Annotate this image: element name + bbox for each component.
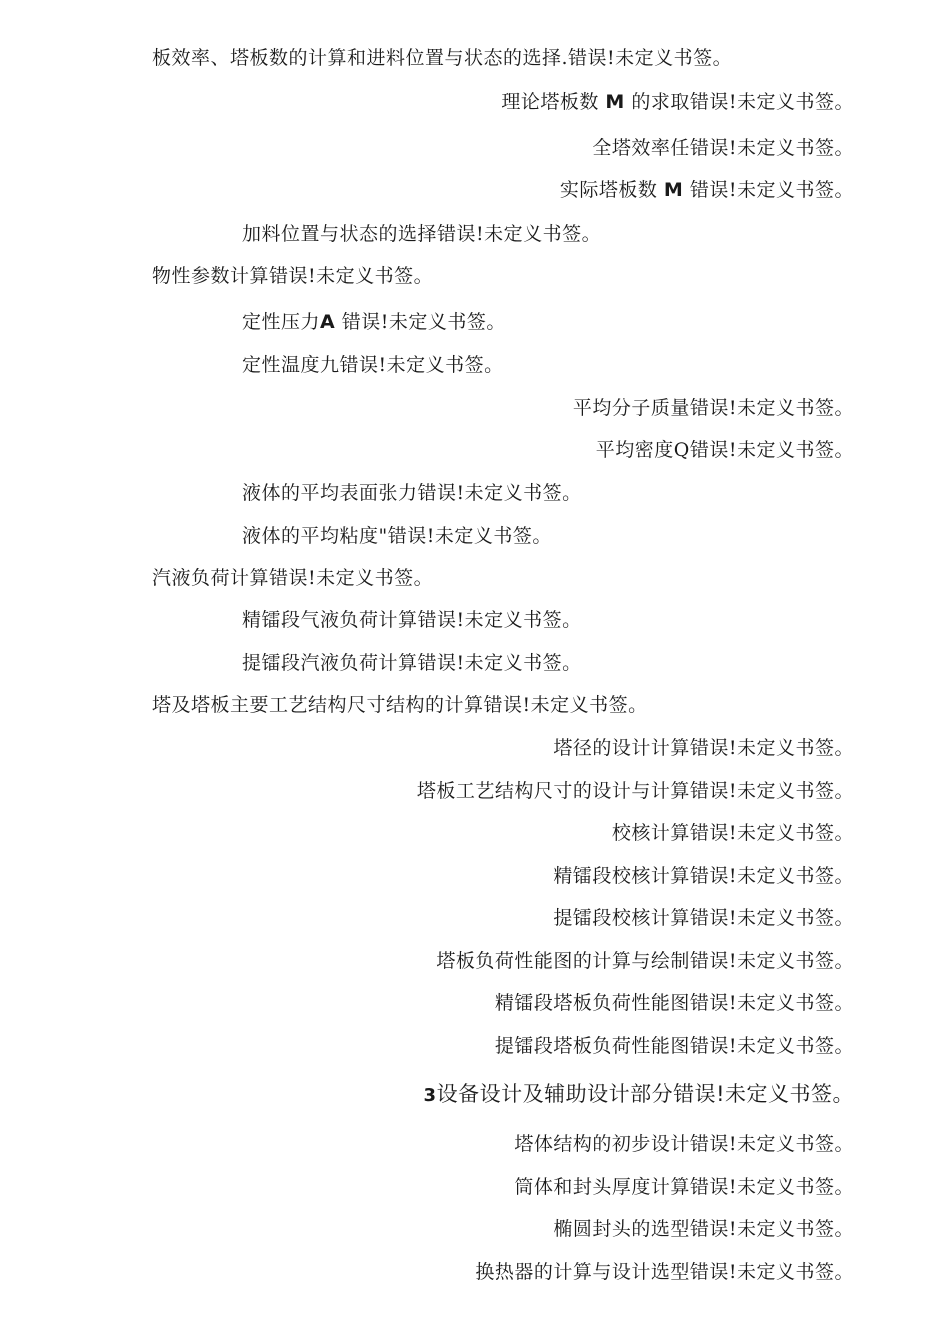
toc-entry-text: 定性温度九错误!未定义书签。	[242, 354, 504, 376]
toc-entry	[596, 438, 854, 462]
toc-entry	[553, 864, 854, 888]
toc-entry-text: 的求取错误!未定义书签。	[631, 91, 854, 113]
toc-entry	[560, 178, 854, 202]
toc-entry	[242, 608, 582, 632]
toc-entry-text: 校核计算错误!未定义书签。	[611, 822, 854, 844]
toc-entry-symbol: M	[663, 179, 684, 201]
toc-entry	[612, 821, 854, 845]
toc-entry	[495, 1034, 854, 1058]
toc-entry	[242, 524, 552, 548]
toc-heading	[391, 1082, 854, 1108]
toc-entry-text: 平均分子质量错误!未定义书签。	[572, 397, 854, 419]
toc-entry	[514, 1175, 854, 1199]
toc-entry	[152, 264, 433, 288]
toc-entry-text: 筒体和封头厚度计算错误!未定义书签。	[514, 1176, 854, 1198]
toc-entry-text: 塔体结构的初步设计错误!未定义书签。	[514, 1133, 854, 1155]
toc-entry-text: 全塔效率任错误!未定义书签。	[592, 137, 854, 159]
toc-entry-text: 液体的平均粘度"错误!未定义书签。	[242, 525, 552, 547]
toc-entry-text: 精镭段校核计算错误!未定义书签。	[553, 865, 854, 887]
toc-entry	[242, 481, 582, 505]
toc-entry	[152, 693, 648, 717]
toc-entry-text: 实际塔板数	[559, 179, 658, 201]
toc-heading-number: 3	[423, 1085, 437, 1106]
toc-entry	[242, 353, 504, 377]
toc-entry	[501, 90, 854, 114]
toc-entry-text: 提镭段塔板负荷性能图错误!未定义书签。	[494, 1035, 854, 1057]
toc-entry	[553, 736, 854, 760]
toc-entry	[514, 1132, 854, 1156]
toc-entry-text: 错误!未定义书签。	[341, 311, 506, 333]
toc-entry-text: 平均密度Q错误!未定义书签。	[595, 439, 854, 461]
toc-entry-text: 精镭段气液负荷计算错误!未定义书签。	[242, 609, 582, 631]
toc-entry-text: 液体的平均表面张力错误!未定义书签。	[242, 482, 582, 504]
toc-entry-text: 理论塔板数	[501, 91, 599, 113]
toc-entry	[553, 1217, 854, 1241]
toc-heading-error: 错误!未定义书签。	[673, 1082, 854, 1106]
toc-entry	[592, 136, 854, 160]
toc-entry-symbol: A	[320, 311, 336, 333]
toc-entry-text: 汽液负荷计算错误!未定义书签。	[152, 567, 434, 589]
toc-entry-text: 提镭段校核计算错误!未定义书签。	[553, 907, 854, 929]
toc-entry-text: 塔板负荷性能图的计算与绘制错误!未定义书签。	[436, 950, 854, 972]
toc-entry-text: 塔径的设计计算错误!未定义书签。	[553, 737, 854, 759]
toc-entry	[495, 991, 854, 1015]
toc-entry-text: 物性参数计算错误!未定义书签。	[152, 265, 434, 287]
toc-entry	[573, 396, 854, 420]
toc-entry-text: 提镭段汽液负荷计算错误!未定义书签。	[242, 652, 582, 674]
toc-entry-text: 椭圆封头的选型错误!未定义书签。	[553, 1218, 854, 1240]
toc-heading-title: 设备设计及辅助设计部分	[436, 1082, 674, 1106]
toc-entry	[242, 651, 582, 675]
toc-entry-text: 板效率、塔板数的计算和进料位置与状态的选择.错误!未定义书签。	[152, 47, 733, 69]
toc-entry-text: 换热器的计算与设计选型错误!未定义书签。	[475, 1261, 854, 1283]
toc-entry-text: 塔及塔板主要工艺结构尺寸结构的计算错误!未定义书签。	[152, 694, 648, 716]
toc-entry	[475, 1260, 854, 1284]
toc-entry-text: 错误!未定义书签。	[689, 179, 854, 201]
toc-entry	[242, 222, 601, 246]
toc-entry	[152, 566, 433, 590]
toc-entry	[152, 46, 732, 70]
toc-entry	[553, 906, 854, 930]
toc-entry	[417, 779, 854, 803]
toc-entry-text: 加料位置与状态的选择错误!未定义书签。	[242, 223, 602, 245]
toc-entry-text: 定性压力	[242, 311, 321, 333]
toc-entry-text: 精镭段塔板负荷性能图错误!未定义书签。	[494, 992, 854, 1014]
toc-entry-symbol: M	[605, 91, 625, 113]
toc-entry	[436, 949, 854, 973]
toc-entry	[242, 310, 506, 334]
toc-entry-text: 塔板工艺结构尺寸的设计与计算错误!未定义书签。	[416, 780, 854, 802]
